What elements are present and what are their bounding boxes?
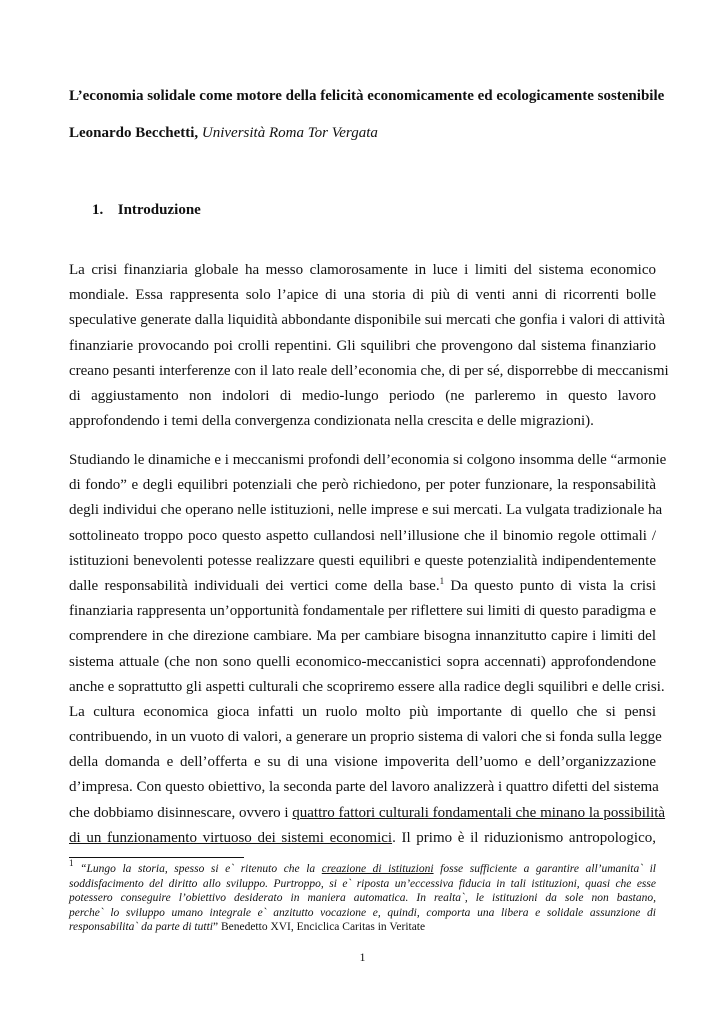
line-text: che dobbiamo disinnescare, ovvero i — [69, 804, 293, 821]
page-number: 1 — [359, 950, 366, 964]
paragraph-line: finanziarie provocando poi crolli repentini. Gli squilibri che provengono dal sistema finanziario — [69, 337, 656, 354]
paragraph-line-underlined — [69, 826, 656, 851]
paragraph-line: finanziaria rappresenta un’opportunità fondamentale per riflettere sui limiti di questo paradigma e — [69, 603, 656, 620]
paragraph-line: sistema attuale (che non sono quelli economico-meccanistici sopra accennati) approfondendone — [69, 653, 656, 670]
paragraph-line: speculative generate dalla liquidità abbondante disponibile sui mercati che gonfia i valori di attività — [69, 312, 666, 329]
paragraph-line: sottolineato troppo poco questo aspetto cullandosi nell’illusione che il binomio regole ottimali / — [69, 527, 656, 544]
paragraph-line: istituzioni benevolenti potesse realizzare questi equilibri e queste potenzialità indipendentemente — [69, 552, 656, 569]
footnote-text: potessero conseguire l’obiettivo desiderato in maniera automatica. In realta`, le istituzioni da sole non bastano, — [69, 892, 656, 905]
footnote-line — [69, 906, 656, 921]
author-name: Leonardo Becchetti, — [69, 125, 199, 141]
paragraph-line: anche e soprattutto gli aspetti culturali che scopriremo essere alla radice degli squilibri e delle crisi. — [69, 678, 665, 695]
paragraph-line: d’impresa. Con questo obiettivo, la seconda parte del lavoro analizzerà i quattro difetti del sistema — [69, 779, 659, 796]
paragraph-line: Studiando le dinamiche e i meccanismi profondi dell’economia si colgono insomma delle “armonie — [69, 452, 667, 468]
section-heading — [92, 200, 201, 220]
footnote-text: fosse sufficiente a garantire all’umanita` il — [433, 863, 656, 875]
footnote-line — [69, 858, 656, 877]
footnote-separator — [69, 857, 244, 858]
paragraph-line: di aggiustamento non indolori di medio-lungo periodo (ne parleremo in questo lavoro — [69, 387, 656, 404]
footnote — [69, 858, 656, 935]
paragraph-line: contribuendo, in un vuoto di valori, a generare un proprio sistema di valori che si fonda sulla legge — [69, 729, 662, 746]
line-text: Da questo punto di vista la crisi — [444, 577, 656, 594]
document-title: L’economia solidale come motore della felicità economicamente ed ecologicamente sostenibile — [69, 88, 665, 104]
paragraph-line-footnote-ref — [69, 574, 656, 599]
line-text: . Il primo è il riduzionismo antropologico, — [392, 829, 656, 846]
paragraph-line: creano pesanti interferenze con il lato reale dell’economia che, di per sé, disporrebbe di meccanismi — [69, 362, 669, 379]
paragraph-line: comprendere in che direzione cambiare. Ma per cambiare bisogna innanzitutto capire i limiti del — [69, 628, 656, 645]
section-number: 1. — [92, 202, 104, 218]
footnote-text: “Lungo la storia, spesso si e` ritenuto che la — [73, 863, 322, 875]
paragraph-line-underlined — [69, 801, 666, 826]
footnote-text: responsabilita` da parte di tutti — [69, 921, 213, 934]
paragraph-line: della domanda e dell’offerta e su di una visione impoverita dell’uomo e dell’organizzazione — [69, 754, 656, 771]
footnote-marker: 1 — [69, 858, 74, 868]
footnote-text: perche` lo sviluppo umano integrale e` anzitutto vocazione e, quindi, comporta una libera e solidale assunzione di — [69, 906, 656, 919]
paragraph-line: degli individui che operano nelle istituzioni, nelle imprese e sui mercati. La vulgata tradizionale ha — [69, 502, 663, 519]
underlined-phrase: di un funzionamento virtuoso dei sistemi economici — [69, 829, 393, 846]
footnote-reference[interactable]: 1 — [439, 575, 445, 586]
section-title: Introduzione — [117, 202, 201, 218]
paragraph-line: approfondendo i temi della convergenza condizionata nella crescita e delle migrazioni). — [69, 413, 594, 430]
footnote-source: ” Benedetto XVI, Enciclica Caritas in Veritate — [212, 921, 426, 934]
paragraph-line: di fondo” e degli equilibri potenziali che però richiedono, per poter funzionare, la responsabilità — [69, 477, 656, 494]
author-line — [69, 123, 378, 143]
footnote-underlined: creazione di istituzioni — [321, 863, 434, 875]
paragraph-2 — [69, 448, 667, 851]
underlined-phrase: quattro fattori culturali fondamentali che minano la possibilità — [292, 804, 666, 821]
footnote-line — [69, 877, 656, 892]
paragraph-line: La crisi finanziaria globale ha messo clamorosamente in luce i limiti del sistema economico — [69, 262, 656, 278]
paragraph-line: La cultura economica gioca infatti un ruolo molto più importante di quello che si pensi — [69, 703, 656, 720]
footnote-line — [69, 920, 656, 935]
paragraph-line: mondiale. Essa rappresenta solo l’apice di una storia di più di venti anni di ricorrenti bolle — [69, 287, 656, 304]
line-text: dalle responsabilità individuali dei vertici come della base. — [69, 577, 440, 594]
paragraph-1 — [69, 258, 669, 434]
footnote-text: soddisfacimento del diritto allo sviluppo. Purtroppo, si e` riposta un’eccessiva fiducia in tali istituzioni, quasi che esse — [69, 877, 656, 890]
footnote-line — [69, 891, 656, 906]
author-affiliation: Università Roma Tor Vergata — [201, 125, 378, 141]
